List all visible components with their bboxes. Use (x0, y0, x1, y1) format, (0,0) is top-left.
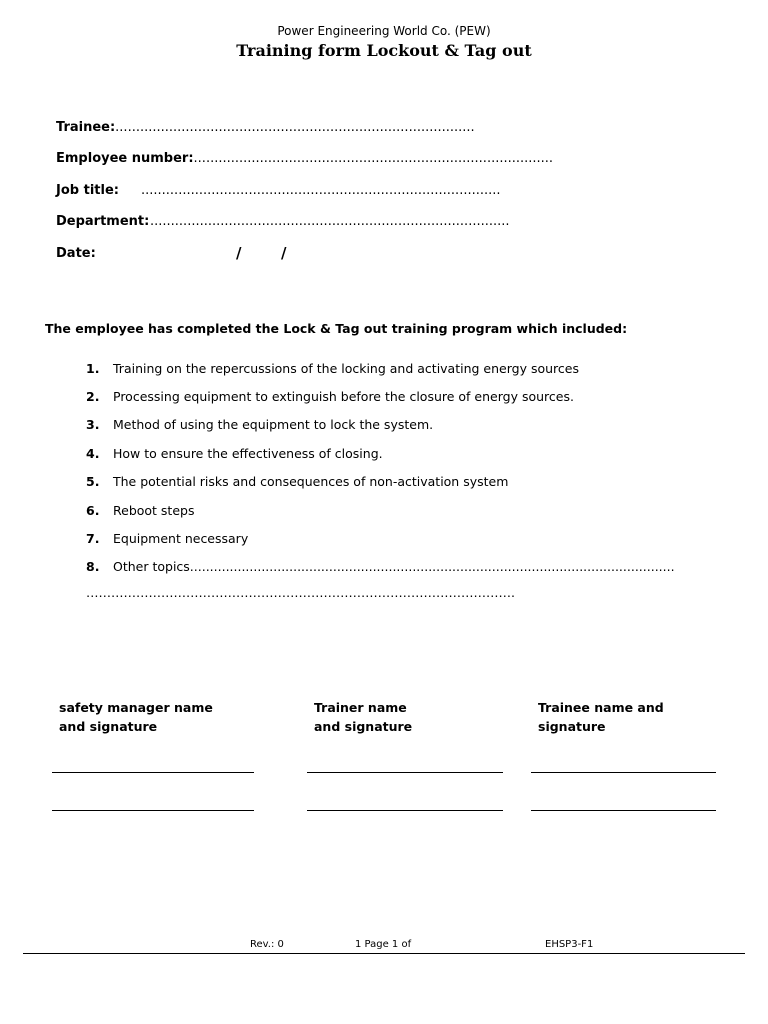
program-list-item-text: Reboot steps (113, 503, 195, 518)
program-intro: The employee has completed the Lock & Tag out training program which included: (45, 321, 628, 336)
job-title-label: Job title: (56, 183, 119, 198)
trainer-name-line[interactable] (307, 772, 503, 773)
program-list-item-text: Training on the repercussions of the locking and activating energy sources (113, 361, 579, 376)
department-dots: ....................................................................................... (150, 214, 510, 229)
company-name: Power Engineering World Co. (PEW) (277, 24, 491, 38)
safety-manager-signature-line[interactable] (52, 810, 254, 811)
employee-number-dots: ....................................................................................... (193, 151, 554, 166)
employee-number-field (56, 151, 553, 166)
program-list-item-number: 1. (86, 361, 100, 376)
program-list-item (86, 528, 248, 547)
program-list-item-number: 5. (86, 474, 100, 489)
program-list-item-number: 6. (86, 503, 100, 518)
program-list-item (86, 386, 574, 405)
program-list-item-text: Other topics.......................................................................................................................... (113, 559, 675, 574)
department-label: Department: (56, 214, 150, 229)
program-list-item (86, 500, 194, 519)
trainee-label: Trainee: (56, 120, 116, 135)
trainee-dots: ....................................................................................... (115, 120, 475, 135)
trainee-signature-line[interactable] (531, 810, 716, 811)
program-list-item-number: 7. (86, 531, 100, 546)
safety-manager-signature-label: safety manager name and signature (59, 700, 213, 734)
footer-page: 1 Page 1 of (355, 939, 412, 950)
footer-divider (23, 953, 745, 954)
footer-doc-code: EHSP3-F1 (545, 939, 594, 950)
program-list-item-number: 8. (86, 559, 100, 574)
date-separator-2: / (281, 244, 287, 262)
safety-manager-name-line[interactable] (52, 772, 254, 773)
program-list-item (86, 471, 508, 490)
program-list-item-number: 3. (86, 417, 100, 432)
employee-number-label: Employee number: (56, 151, 194, 166)
trainee-signature-label: Trainee name and signature (538, 700, 664, 734)
program-list-item-text: The potential risks and consequences of non-activation system (113, 474, 509, 489)
job-title-field (56, 183, 119, 198)
date-label: Date: (56, 246, 96, 261)
form-title: Training form Lockout & Tag out (236, 41, 532, 60)
program-list-item-text: Processing equipment to extinguish before the closure of energy sources. (113, 389, 574, 404)
program-list-item (86, 443, 383, 462)
program-list-item (86, 358, 579, 377)
program-list-item-text: How to ensure the effectiveness of closing. (113, 446, 383, 461)
program-list-item-number: 2. (86, 389, 100, 404)
trainee-field (56, 120, 475, 135)
program-list-item-text: Method of using the equipment to lock the system. (113, 417, 434, 432)
program-list-item-text: Equipment necessary (113, 531, 249, 546)
trainer-signature-label: Trainer name and signature (314, 700, 413, 734)
other-topics-continuation: …………………………………………………………………………………………. (86, 585, 515, 600)
program-list-item-number: 4. (86, 446, 100, 461)
department-field (56, 214, 149, 229)
date-separator-1: / (236, 244, 242, 262)
trainee-name-line[interactable] (531, 772, 716, 773)
program-list-item (86, 556, 675, 575)
trainer-signature-line[interactable] (307, 810, 503, 811)
job-title-dots: ....................................................................................... (141, 183, 501, 198)
footer-revision: Rev.: 0 (250, 939, 284, 950)
program-list-item (86, 414, 433, 433)
